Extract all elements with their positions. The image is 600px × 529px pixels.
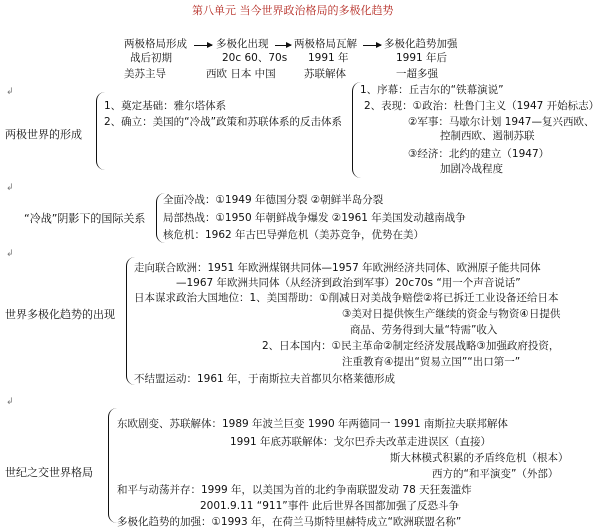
outline-line: 2、日本国内：①民主革命②制定经济发展战略③加强政府投资， [262,340,560,352]
outline-line: 商品、劳务得到大量“特需”收入 [350,324,498,336]
page-title: 第八单元 当今世界政治格局的多极化趋势 [192,4,394,17]
outline-line: 加剧冷战程度 [440,163,503,175]
outline-line: 1991 年底苏联解体：戈尔巴乔夫改革走进误区（直接） [230,436,492,448]
section-heading: 两极世界的形成 [5,128,82,141]
brace-icon [108,408,117,523]
section-heading: 世纪之交世界格局 [5,466,93,479]
paragraph-mark-icon: ↲ [6,249,14,259]
outline-line: 注重教育④提出“贸易立国”“出口第一” [342,356,521,368]
section-heading: 世界多极化趋势的出现 [5,308,115,321]
outline-line: 2、确立：美国的“冷战”政策和苏联体系的反击体系 [104,116,343,128]
outline-line: 多极化趋势的加强：①1993 年，在荷兰马斯特里赫特成立“欧洲联盟名称” [117,516,462,528]
outline-line: 日本谋求政治大国地位：1、美国帮助：①削减日对美战争赔偿②将已拆迁工业设备还给日本 [134,292,559,304]
outline-line: 全面冷战：①1949 年德国分裂 ②朝鲜半岛分裂 [163,194,384,206]
flow-stage-1-desc: 美苏主导 [124,68,166,80]
flow-stage-2-desc: 西欧 日本 中国 [206,68,276,80]
outline-line: ②军事：马歇尔计划 1947—复兴西欧、 [408,116,595,128]
outline-line: —1967 年欧洲共同体（从经济到政治到军事）20c70s “用一个声音说话” [176,277,521,289]
brace-icon [126,257,135,385]
flow-stage-1-time: 战后初期 [130,52,172,64]
outline-line: 2、表现：①政治：杜鲁门主义（1947 开始标志） [364,100,600,112]
flow-stage-4-time: 1991 年后 [396,52,448,64]
paragraph-mark-icon: ↲ [6,183,14,193]
outline-line: 东欧剧变、苏联解体：1989 年波兰巨变 1990 年两德同一 1991 南斯拉夫联邦解体 [117,418,508,430]
outline-line: 西方的“和平演变”（外部） [432,468,559,480]
flow-stage-3-desc: 苏联解体 [304,68,346,80]
arrow-icon [363,45,381,46]
arrow-icon [194,45,212,46]
outline-line: 1、奠定基础：雅尔塔体系 [104,100,227,112]
outline-line: 走向联合欧洲：1951 年欧洲煤钢共同体—1957 年欧洲经济共同体、欧洲原子能共同体 [134,262,541,274]
section-heading: “冷战”阴影下的国际关系 [24,212,146,225]
flow-stage-3: 两极格局瓦解 [294,38,357,50]
outline-line: 斯大林模式积累的矛盾终危机（根本） [390,452,569,464]
outline-line: 2001.9.11 “911”事件 此后世界各国都加强了反恐斗争 [200,500,460,512]
outline-line: 控制西欧、遏制苏联 [440,130,535,142]
outline-line: ③经济：北约的建立（1947） [408,148,550,160]
outline-line: 核危机：1962 年古巴导弹危机（美苏竞争，优势在美） [163,229,425,241]
flow-stage-1: 两极格局形成 [124,38,187,50]
flow-stage-4: 多极化趋势加强 [384,38,458,50]
arrow-icon [275,45,291,46]
paragraph-mark-icon: ↲ [6,397,14,407]
outline-line: ③美对日提供恢生产继续的资金与物资④日提供 [342,308,561,320]
flow-stage-2: 多极化出现 [216,38,269,50]
paragraph-mark-icon: ↲ [6,87,14,97]
outline-line: 和平与动荡并存：1999 年，以美国为首的北约争南联盟发动 78 天狂轰滥炸 [117,484,472,496]
outline-line: 局部热战：①1950 年朝鲜战争爆发 ②1961 年美国发动越南战争 [163,212,466,224]
outline-line: 不结盟运动：1961 年，于南斯拉夫首都贝尔格莱德形成 [134,373,396,385]
flow-stage-2-time: 20c 60、70s [222,52,288,64]
outline-line: 1、序幕：丘吉尔的“铁幕演说” [360,84,504,96]
flow-stage-4-desc: 一超多强 [396,68,438,80]
flow-stage-3-time: 1991 年 [308,52,349,64]
